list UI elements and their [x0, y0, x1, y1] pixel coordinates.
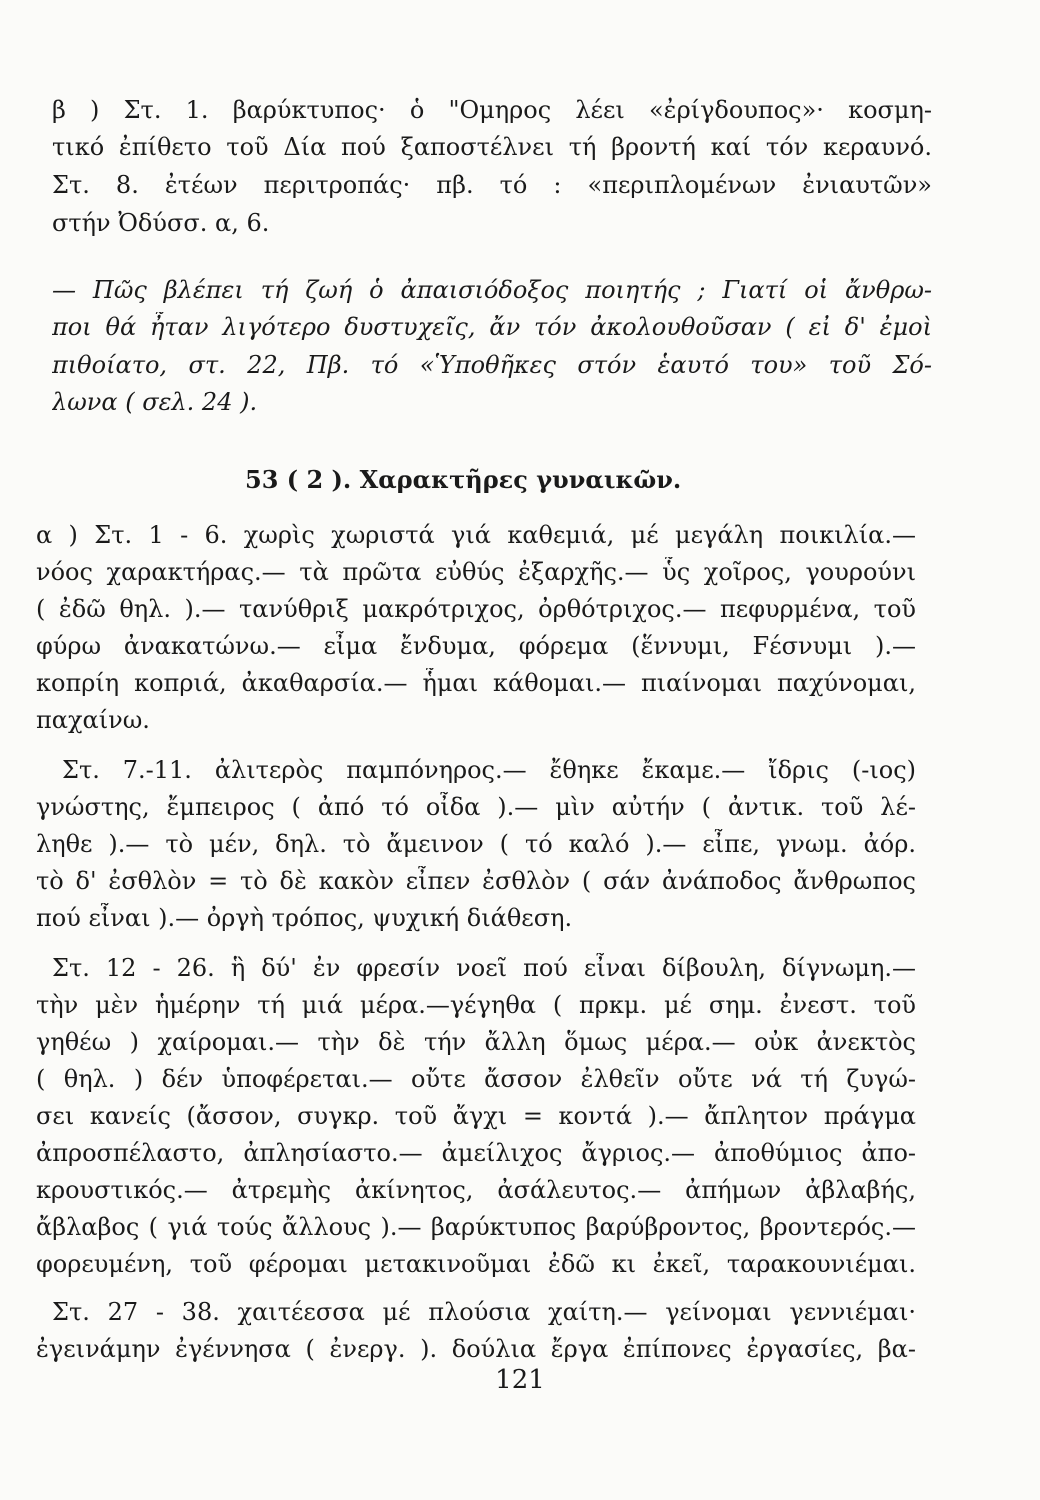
text-line: γηθέω ) χαίρομαι.— τὴν δὲ τήν ἄλλη ὅμως μέρα.— οὐκ ἀνεκτὸς — [36, 1028, 916, 1056]
text-line: τὸ δ' ἐσθλὸν = τὸ δὲ κακὸν εἶπεν ἐσθλὸν ( σάν ἀνάποδος ἄνθρωπος — [36, 867, 916, 895]
text-line: κοπρίη κοπριά, ἀκαθαρσία.— ἧμαι κάθομαι.— πιαίνομαι παχύνομαι, — [36, 669, 916, 697]
text-line: ληθε ).— τὸ μέν, δηλ. τὸ ἄμεινον ( τό καλό ).— εἶπε, γνωμ. ἀόρ. — [36, 830, 916, 858]
text-line: Στ. 8. ἐτέων περιτροπάς· πβ. τό : «περιπλομένων ἐνιαυτῶν» — [52, 171, 932, 199]
text-line: πού εἶναι ).— ὀργὴ τρόπος, ψυχική διάθεση. — [36, 904, 573, 932]
text-line: α ) Στ. 1 - 6. χωρὶς χωριστά γιά καθεμιά, μέ μεγάλη ποικιλία.— — [36, 521, 916, 549]
text-line: φύρω ἀνακατώνω.— εἶμα ἔνδυμα, φόρεμα (ἕννυμι, Fέσνυμι ).— — [36, 632, 916, 660]
text-line: κρουστικός.— ἀτρεμὴς ἀκίνητος, ἀσάλευτος.— ἀπήμων ἀβλαβής, — [36, 1176, 916, 1204]
text-line: ἐγεινάμην ἐγέννησα ( ἐνεργ. ). δούλια ἔργα ἐπίπονες ἐργασίες, βα- — [36, 1335, 916, 1363]
text-line: ἄβλαβος ( γιά τούς ἄλλους ).— βαρύκτυπος βαρύβροντος, βροντερός.— — [36, 1213, 916, 1241]
text-line: — Πῶς βλέπει τή ζωή ὁ ἀπαισιόδοξος ποιητής ; Γιατί οἱ ἄνθρω- — [52, 276, 932, 304]
text-line: σει κανείς (ἄσσον, συγκρ. τοῦ ἄγχι = κοντά ).— ἄπλητον πράγμα — [36, 1102, 916, 1130]
text-line: νόος χαρακτήρας.— τὰ πρῶτα εὐθύς ἐξαρχῆς.— ὗς χοῖρος, γουρούνι — [36, 558, 916, 586]
text-line: Στ. 7.-11. ἀλιτερὸς παμπόνηρος.— ἔθηκε ἔκαμε.— ἴδρις (-ιος) — [62, 756, 916, 784]
text-line: γνώστης, ἔμπειρος ( ἀπό τό οἶδα ).— μὶν αὐτήν ( ἀντικ. τοῦ λέ- — [36, 793, 916, 821]
text-line: ἀπροσπέλαστο, ἀπλησίαστο.— ἀμείλιχος ἄγριος.— ἀποθύμιος ἀπο- — [36, 1139, 916, 1167]
text-line: φορευμένη, τοῦ φέρομαι μετακινοῦμαι ἐδῶ κι ἐκεῖ, ταρακουνιέμαι. — [36, 1250, 916, 1278]
text-line: στήν Ὀδύσσ. α, 6. — [52, 209, 270, 237]
text-line: παχαίνω. — [36, 706, 150, 734]
text-line: ( ἐδῶ θηλ. ).— τανύθριξ μακρότριχος, ὀρθότριχος.— πεφυρμένα, τοῦ — [36, 595, 916, 623]
text-line: β ) Στ. 1. βαρύκτυπος· ὁ "Ομηρος λέει «ἐρίγδουπος»· κοσμη- — [52, 96, 932, 124]
text-line: τικό ἐπίθετο τοῦ Δία πού ξαποστέλνει τή βροντή καί τόν κεραυνό. — [52, 133, 932, 161]
text-line: λωνα ( σελ. 24 ). — [52, 388, 258, 416]
text-line: ( θηλ. ) δέν ὑποφέρεται.— οὔτε ἄσσον ἐλθεῖν οὔτε νά τή ζυγώ- — [36, 1065, 916, 1093]
text-line: Στ. 12 - 26. ἣ δύ' ἐν φρεσίν νοεῖ πού εἶναι δίβουλη, δίγνωμη.— — [52, 954, 916, 982]
text-line: Στ. 27 - 38. χαιτέεσσα μέ πλούσια χαίτη.— γείνομαι γεννιέμαι· — [52, 1298, 916, 1326]
text-line: πιθοίατο, στ. 22, Πβ. τό «Ὑποθῆκες στόν ἑαυτό του» τοῦ Σό- — [52, 351, 932, 379]
text-line: τὴν μὲν ἡμέρην τή μιά μέρα.—γέγηθα ( πρκμ. μέ σημ. ἐνεστ. τοῦ — [36, 991, 916, 1019]
text-line: ποι θά ἦταν λιγότερο δυστυχεῖς, ἄν τόν ἀκολουθοῦσαν ( εἰ δ' ἐμοὶ — [52, 313, 932, 341]
section-heading: 53 ( 2 ). Χαρακτῆρες γυναικῶν. — [245, 465, 682, 494]
page-number: 121 — [495, 1365, 545, 1395]
